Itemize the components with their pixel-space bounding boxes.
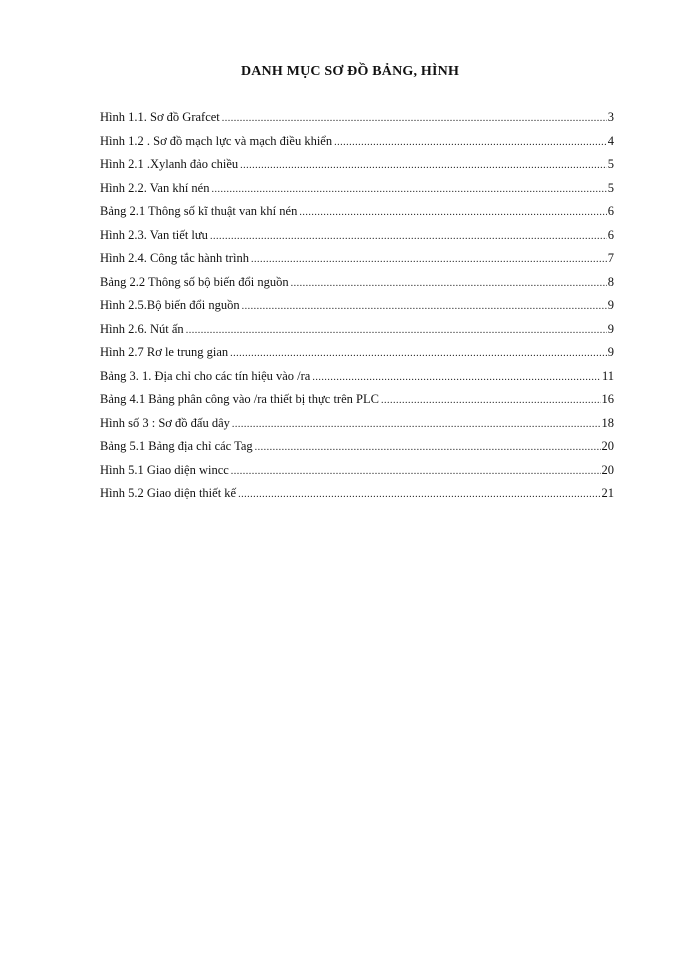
dot-leader	[231, 466, 601, 477]
toc-entry-page: 6	[607, 204, 614, 218]
toc-entry	[100, 228, 614, 252]
toc-entry-page: 7	[607, 251, 614, 265]
toc-entry-label: Bảng 2.1 Thông số kĩ thuật van khí nén	[100, 204, 298, 218]
toc-entry	[100, 298, 614, 322]
toc-entry-label: Bảng 2.2 Thông số bộ biến đổi nguồn	[100, 274, 289, 289]
toc-entry	[100, 345, 614, 369]
toc-entry-page: 4	[607, 133, 614, 148]
dot-leader	[240, 160, 607, 171]
toc-entry-page: 9	[607, 345, 614, 359]
toc-entry-label: Hình 1.2 . Sơ đồ mạch lực và mạch điều khiển	[100, 133, 333, 148]
toc-entry-label: Hình 2.7 Rơ le trung gian	[100, 345, 229, 359]
dot-leader	[242, 301, 607, 312]
toc-entry	[100, 369, 614, 393]
toc-entry-label: Hình 2.5.Bộ biến đổi nguồn	[100, 298, 240, 312]
dot-leader	[230, 348, 607, 359]
toc-entry-page: 5	[607, 157, 614, 171]
toc-entry-label: Hình 2.2. Van khí nén	[100, 180, 210, 195]
toc-entry	[100, 157, 614, 181]
dot-leader	[222, 113, 607, 124]
toc-entry-label: Hình 5.2 Giao diện thiết kế	[100, 486, 237, 500]
toc-entry-label: Bảng 5.1 Bảng địa chỉ các Tag	[100, 439, 253, 453]
toc-entry-label: Hình số 3 : Sơ đồ đấu dây	[100, 415, 230, 430]
dot-leader	[299, 207, 606, 218]
toc-entry	[100, 463, 614, 487]
toc-entry	[100, 439, 614, 463]
toc-entry-page: 9	[607, 321, 614, 336]
toc-entry-page: 20	[601, 462, 614, 477]
toc-entry	[100, 486, 614, 510]
toc-entry-label: Hình 2.1 .Xylanh đảo chiều	[100, 157, 239, 171]
toc-entry-label: Bảng 3. 1. Địa chỉ cho các tín hiệu vào /ra	[100, 368, 311, 383]
toc-entry	[100, 392, 614, 416]
dot-leader	[238, 489, 600, 500]
toc-entry	[100, 181, 614, 205]
toc-entry-page: 9	[607, 298, 614, 312]
toc-entry-page: 16	[601, 392, 614, 406]
toc-entry-page: 3	[607, 110, 614, 124]
toc-entry-page: 6	[607, 227, 614, 242]
dot-leader	[212, 184, 607, 195]
dot-leader	[334, 137, 607, 148]
toc-entry-label: Bảng 4.1 Bảng phân công vào /ra thiết bị thực trên PLC	[100, 392, 379, 406]
toc-entry-label: Hình 2.4. Công tắc hành trình	[100, 251, 249, 265]
toc-entry	[100, 110, 614, 134]
toc-entry	[100, 134, 614, 158]
toc-entry-page: 18	[601, 415, 614, 430]
dot-leader	[255, 442, 601, 453]
toc-entry-label: Hình 2.3. Van tiết lưu	[100, 227, 208, 242]
toc-entry-label: Hình 1.1. Sơ đồ Grafcet	[100, 110, 220, 124]
dot-leader	[381, 395, 601, 406]
toc-entry	[100, 322, 614, 346]
dot-leader	[186, 325, 607, 336]
dot-leader	[291, 278, 607, 289]
page-title: DANH MỤC SƠ ĐỒ BẢNG, HÌNH	[240, 64, 460, 79]
toc-entry-label: Hình 5.1 Giao diện wincc	[100, 462, 229, 477]
dot-leader	[312, 372, 601, 383]
toc-entry	[100, 275, 614, 299]
toc-entry	[100, 204, 614, 228]
table-of-figures	[100, 110, 614, 510]
toc-entry-page: 5	[607, 180, 614, 195]
toc-entry	[100, 251, 614, 275]
toc-entry-label: Hình 2.6. Nút ấn	[100, 321, 184, 336]
toc-entry	[100, 416, 614, 440]
dot-leader	[210, 231, 607, 242]
toc-entry-page: 20	[601, 439, 614, 453]
toc-entry-page: 8	[607, 274, 614, 289]
dot-leader	[232, 419, 601, 430]
toc-entry-page: 21	[601, 486, 614, 500]
dot-leader	[251, 254, 607, 265]
toc-entry-page: 11	[601, 368, 614, 383]
